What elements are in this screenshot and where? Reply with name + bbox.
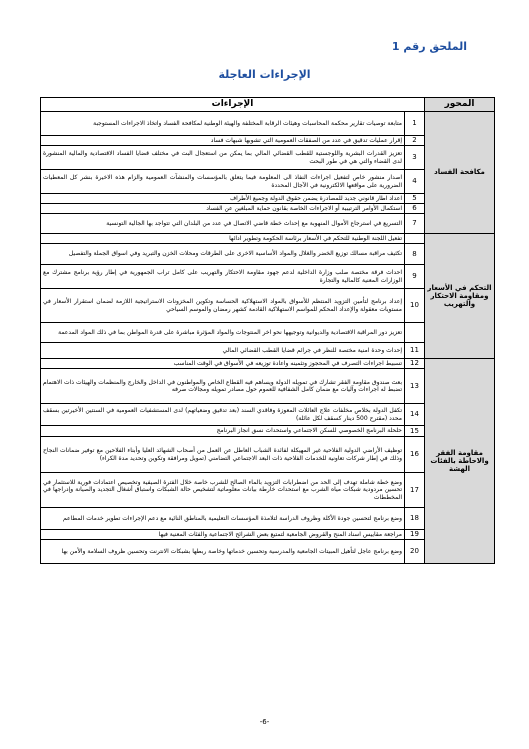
measure-number: 2: [405, 136, 425, 146]
header-axis: المحور: [425, 98, 495, 112]
measure-text: تعزيز القدرات البشرية واللوجستية للقطب القضائي المالي بما يمكن من استعجال البت في مختلف قضايا الفساد الاقتصادية والمالية المنشورة لدى القضاء والتي هي في طور البحث: [41, 146, 405, 170]
measure-text: متابعة توصيات تقارير محكمة المحاسبات وهيئات الرقابة المختلفة والهيئة الوطنية لمكافحة الفساد واتخاذ الاجراءات المستوجبة: [41, 112, 405, 136]
measure-text: تسبيط اجراءات التصرف في المحجوز وتثمينه واعادة توزيعه في الأسواق في الوقت المناسب: [41, 359, 405, 369]
section-title: الإجراءات العاجلة: [218, 68, 311, 81]
measure-text: تكفل الدولة بخلاص مخلفات علاج العائلات المعوزة وفاقدي السند (بعد تدقيق وضعياتهم) لدى المستشفيات العمومية في السنتين الأخيرتين بسقف محدد (مقترح 500 دينار كسقف لكل عائلة): [41, 404, 405, 426]
measure-text: احداث فرقة مختصة صلب وزارة الداخلية لدعم جهود مقاومة الاحتكار والتهريب على كامل تراب الجمهورية في إطار رؤية برنامج مشترك مع الوزارات المعنية كالمالية والتجارة: [41, 265, 405, 289]
page-number: -6-: [259, 718, 270, 726]
measure-text: بعث صندوق مقاومة الفقر تشارك في تمويله الدولة ويساهم فيه القطاع الخاص والمواطنون في الداخل والخارج والمنظمات والهيئات ذات الاهتمام تضبط له اجراءات وآليات مع ضمان كامل الشفافية للعموم حول مصادر تمويله ومجالات صرفه: [41, 369, 405, 404]
measure-text: وضع برنامج لتحسين جودة الأكلة وظروف الدراسة لتلامذة المؤسسات التعليمية بالمناطق النائية مع دعم الإجراءات تطوير خدمات المطاعم: [41, 508, 405, 530]
axis-cell: مكافحة الفساد: [425, 112, 495, 234]
measure-text: تفعيل اللجنة الوطنية للتحكم في الأسعار برئاسة الحكومة وتطوير ادائها: [41, 234, 405, 244]
measure-text: مراجعة مقاييس اسناد المنح والقروض الجامعية لتمتيع بعض الشرائح الاجتماعية والفئات المعنية فيها: [41, 530, 405, 540]
measure-text: وضع برنامج عاجل لتأهيل المبيتات الجامعية والمدرسية وتحسين خدماتها وخاصة ربطها بشبكات الانترنت وتحسين ظروف السلامة والأمن بها: [41, 540, 405, 564]
measure-number: 1: [405, 112, 425, 136]
measure-text: استكمال الأوامر الترتيبية أو الاجراءات الخاصة بقانون حماية المبلغين عن الفساد: [41, 204, 405, 214]
measure-number: 5: [405, 194, 425, 204]
measure-number: 6: [405, 204, 425, 214]
measure-number: [405, 234, 425, 244]
table-row: [41, 112, 495, 136]
measure-text: تكثيف مراقبة مسالك توزيع الخضر والغلال والمواد الأساسية الاخرى على الطرقات ومحلات الخزن والتبريد وفي اسواق الجملة والتفصيل: [41, 244, 405, 265]
measure-number: 13: [405, 369, 425, 404]
measure-number: 17: [405, 473, 425, 508]
measure-number: 10: [405, 289, 425, 323]
measure-text: إعداد برنامج لتأمين التزويد المنتظم للأسواق بالمواد الاستهلاكية الحساسة وتكوين المخزونات الاستراتيجية اللازمة لضمان استقرار الأسعار في مستويات معقولة والإعداد المحكم للمواسم الاستهلاكية القادمة كشهر رمضان والموسم السياحي: [41, 289, 405, 323]
annex-title: الملحق رقم 1: [391, 40, 467, 53]
measure-number: 12: [405, 359, 425, 369]
measure-number: 3: [405, 146, 425, 170]
measure-text: تعزيز دور المراقبة الاقتصادية والديوانية وتوجيهها نحو اخر المنتوجات والمواد المؤثرة مباشرة على قدرة المواطن بما في ذلك المواد المدعمة: [41, 323, 405, 343]
measure-number: 9: [405, 265, 425, 289]
measure-number: 8: [405, 244, 425, 265]
measure-number: 15: [405, 426, 425, 437]
measure-text: إحداث وحدة امنية مختصة للنظر في جرائم قضايا القطب القضائي المالي: [41, 343, 405, 359]
measure-number: 14: [405, 404, 425, 426]
measure-text: حلحلة البرنامج الخصوصي للسكن الاجتماعي واستحداث نسق انجاز البرنامج: [41, 426, 405, 437]
measure-text: اعداد اطار قانوني جديد للمصادرة يضمن حقوق الدولة وجميع الأطراف: [41, 194, 405, 204]
table-body: [41, 112, 495, 564]
measure-text: إقرار عمليات تدقيق في عدد من الصفقات العمومية التي تشوبها شبهات فساد: [41, 136, 405, 146]
measure-number: 20: [405, 540, 425, 564]
table-header-row: [41, 98, 495, 112]
measure-number: 11: [405, 343, 425, 359]
measure-text: توظيف الأراضي الدولية الفلاحية غير المهيكلة لفائدة الشباب العاطل عن العمل من أصحاب الشهائد العليا وأبناء الفلاحين مع توفير ضمانات النجاح وذلك في إطار شركات تعاونية للخدمات الفلاحية ذات البعد الاجتماعي التضامني (تمويل ومرافقة وتكوين وتحديد مدة الكراء): [41, 437, 405, 473]
measure-number: 7: [405, 214, 425, 234]
measure-text: وضع خطة شاملة تهدف إلى الحد من اضطرابات التزويد بالماء الصالح للشرب خاصة خلال الفترة الصيفية وتخصيص اعتمادات فورية للاستثمار في تحسين مردودية شبكات مياه الشرب مع استحداث خارطة بيانات معلوماتية لتشخيص حالة الشبكات واستباق أشغال التجديد والصيانة وإدراجها في المخططات: [41, 473, 405, 508]
measure-number: 19: [405, 530, 425, 540]
measure-number: 4: [405, 170, 425, 194]
measure-text: التسريع في استرجاع الأموال المنهوبة مع إحداث خطة قاضي الاتصال في عدد من البلدان التي تتواجد بها الجالية التونسية: [41, 214, 405, 234]
measure-number: [405, 323, 425, 343]
axis-cell: التحكم في الأسعار ومقاومة الاحتكار والتهريب: [425, 234, 495, 359]
measure-text: اصدار منشور خاص لتفعيل اجراءات النفاذ الى المعلومة فيما يتعلق بالمؤسسات والمنشآت العمومية والزام هذه الاخيرة بنشر كل المعطيات الضرورية على مواقعها الالكترونية في الآجال المحددة: [41, 170, 405, 194]
axis-cell: مقاومة الفقر والاحاطة بالفئات الهشة: [425, 359, 495, 564]
header-measures: الإجراءات: [41, 98, 425, 112]
table-row: [41, 234, 495, 244]
measure-number: 16: [405, 437, 425, 473]
measure-number: 18: [405, 508, 425, 530]
table-row: [41, 359, 495, 369]
urgent-measures-table: [40, 97, 495, 564]
